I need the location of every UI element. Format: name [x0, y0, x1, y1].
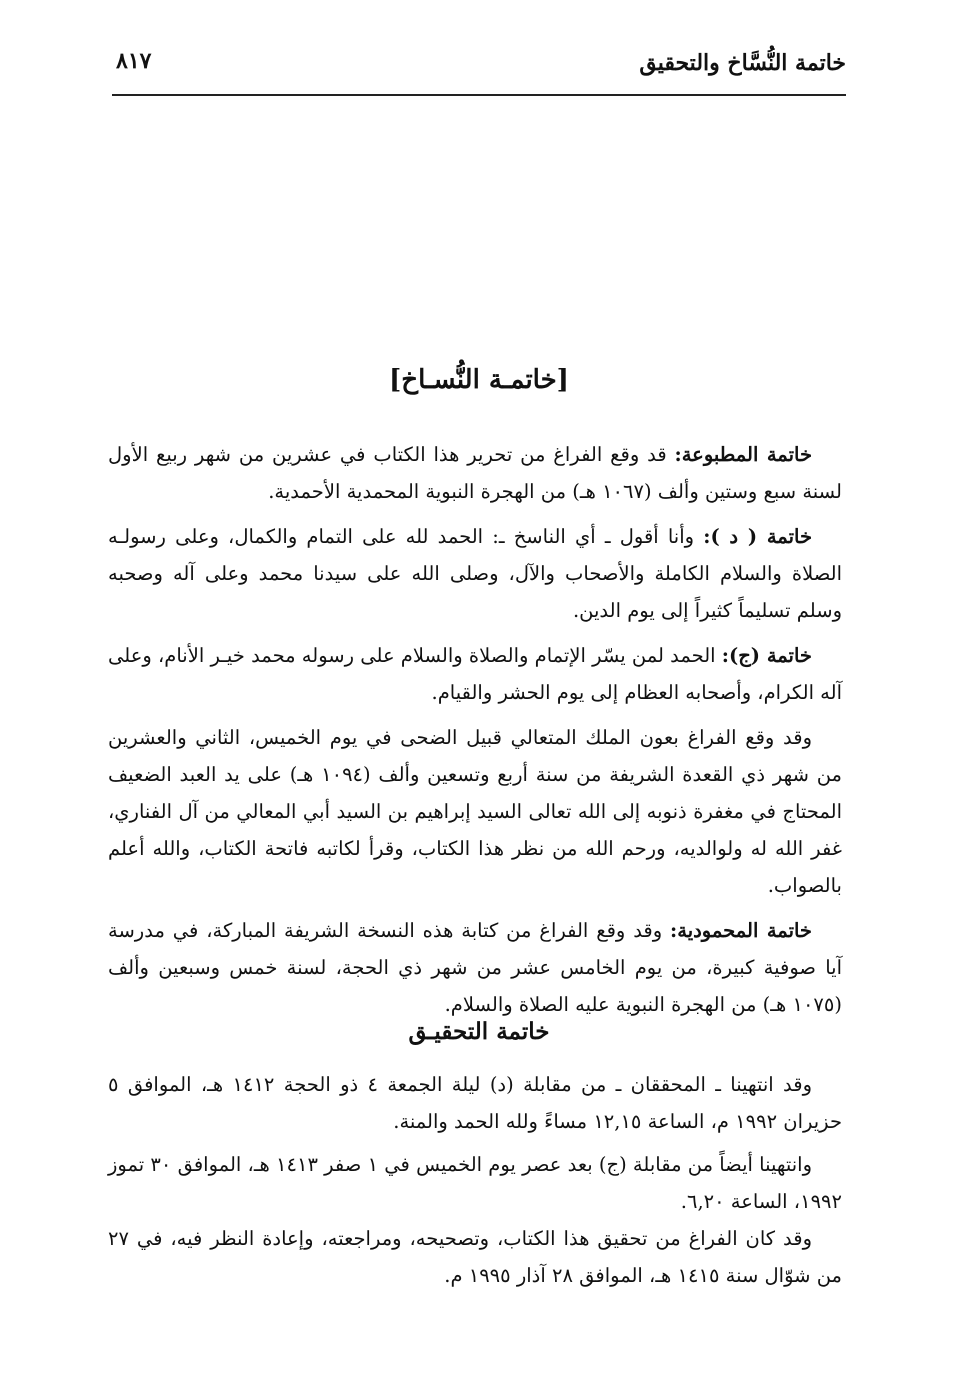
paragraph-text: الحمد لمن يسّر الإتمام والصلاة والسلام على رسوله محمد خيـر الأنام، وعلى آله الكرام، وأصحابه العظام إلى يوم الحشر والقيام. — [108, 644, 842, 704]
subsection-title: خاتمة التحقيـق — [408, 1018, 550, 1045]
section-title: [خاتمـة النُّسـاخ] — [389, 365, 569, 395]
paragraph-lead: خاتمة ( د ): — [703, 525, 813, 548]
paragraph-lead: خاتمة المحمودية: — [670, 919, 812, 942]
tahqiq-paragraph-2: وانتهينا أيضاً من مقابلة (ج) بعد عصر يوم الخميس في ١ صفر ١٤١٣ هـ، الموافق ٣٠ تموز ١٩٩٢، الساعة ٦,٢٠. — [108, 1153, 842, 1213]
paragraph-text: وأنا أقول ـ أي الناسخ ـ: الحمد لله على التمام والكمال، وعلى رسولـه الصلاة والسلام الكاملة والأصحاب والآل، وصلى الله على سيدنا محمد وعلى آله وصحبه وسلم تسليماً كثيراً إلى يوم الدين. — [108, 525, 842, 622]
paragraph-text: وقد وقع الفراغ من كتابة هذه النسخة الشريفة المباركة، في مدرسة آيا صوفية كبيرة، من يوم الخامس عشر من شهر ذي الحجة، لسنة خمس وسبعين وألف (١٠٧٥ هـ) من الهجرة النبوية عليه الصلاة والسلام. — [108, 919, 842, 1016]
tahqiq-paragraph-1: وقد انتهينا ـ المحققان ـ من مقابلة (د) ليلة الجمعة ٤ ذو الحجة ١٤١٢ هـ، الموافق ٥ حزيران ١٩٩٢ م، الساعة ١٢,١٥ مساءً ولله الحمد والمنة. — [108, 1073, 842, 1133]
paragraph-colophon-mahmudiya — [108, 912, 842, 1023]
paragraph-printed-colophon — [108, 436, 842, 510]
paragraph-colophon-j-date — [108, 719, 842, 904]
paragraph-lead: خاتمة المطبوعة: — [674, 443, 812, 466]
colophon-section — [108, 436, 842, 1023]
page-number: ٨١٧ — [116, 48, 152, 74]
paragraph-colophon-j — [108, 637, 842, 711]
paragraph-lead: خاتمة (ج): — [721, 644, 812, 667]
tahqiq-section — [108, 1066, 842, 1294]
paragraph-colophon-d — [108, 518, 842, 629]
running-title: خاتمة النُّسَّاخ والتحقيق — [639, 50, 846, 76]
paragraph-text: قد وقع الفراغ من تحرير هذا الكتاب في عشرين من شهر ربيع الأول لسنة سبع وستين وألف (١٠٦٧ هـ) من الهجرة النبوية المحمدية الأحمدية. — [108, 443, 842, 503]
running-header — [112, 46, 846, 96]
tahqiq-paragraph-3: وقد كان الفراغ من تحقيق هذا الكتاب، وتصحيحه، ومراجعته، وإعادة النظر فيه، في ٢٧ من شوّال سنة ١٤١٥ هـ، الموافق ٢٨ آذار ١٩٩٥ م. — [108, 1227, 842, 1287]
paragraph-text: وقد وقع الفراغ بعون الملك المتعالي قبيل الضحى في يوم الخميس، الثاني والعشرين من شهر ذي القعدة الشريفة من سنة أربع وتسعين وألف (١٠٩٤ هـ) على يد العبد الضعيف المحتاج في مغفرة ذنوبه إلى الله تعالى السيد إبراهيم بن السيد أبي المعالي من آل الفناري، غفر الله له ولوالديه، ورحم الله من نظر هذا الكتاب، وقرأ لكاتبه فاتحة الكتاب، والله أعلم بالصواب. — [108, 726, 842, 897]
